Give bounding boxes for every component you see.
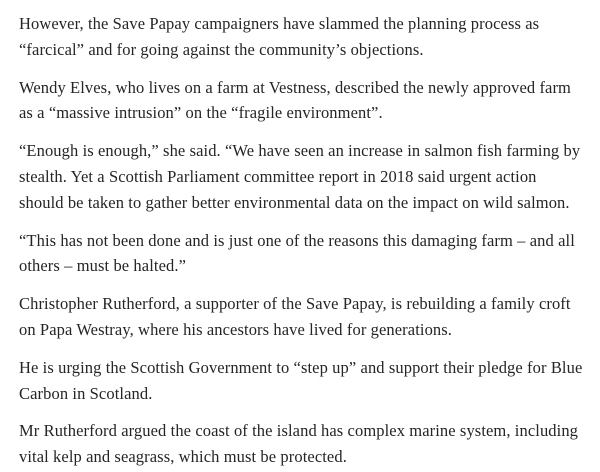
article-paragraph: Mr Rutherford argued the coast of the island has complex marine system, including vital kelp and seagrass, which must be protected. — [19, 421, 579, 467]
article-paragraph: “This has not been done and is just one of the reasons this damaging farm – and all others – must be halted.” — [19, 230, 575, 276]
article-paragraph: “Enough is enough,” she said. “We have seen an increase in salmon fish farming by stealth. Yet a Scottish Parliament committee report in 2018 said urgent action should be taken to gather better environmental data on the impact on wild salmon. — [19, 141, 581, 212]
article-paragraph: Christopher Rutherford, a supporter of the Save Papay, is rebuilding a family croft on Papa Westray, where his ancestors have lived for generations. — [19, 294, 571, 339]
article-paragraph: However, the Save Papay campaigners have slammed the planning process as “farcical” and for going against the community’s objections. — [19, 14, 540, 59]
article-paragraph: Wendy Elves, who lives on a farm at Vestness, described the newly approved farm as a “massive intrusion” on the “fragile environment”. — [19, 77, 571, 123]
article-paragraph: He is urging the Scottish Government to “step up” and support their pledge for Blue Carbon in Scotland. — [19, 357, 583, 403]
